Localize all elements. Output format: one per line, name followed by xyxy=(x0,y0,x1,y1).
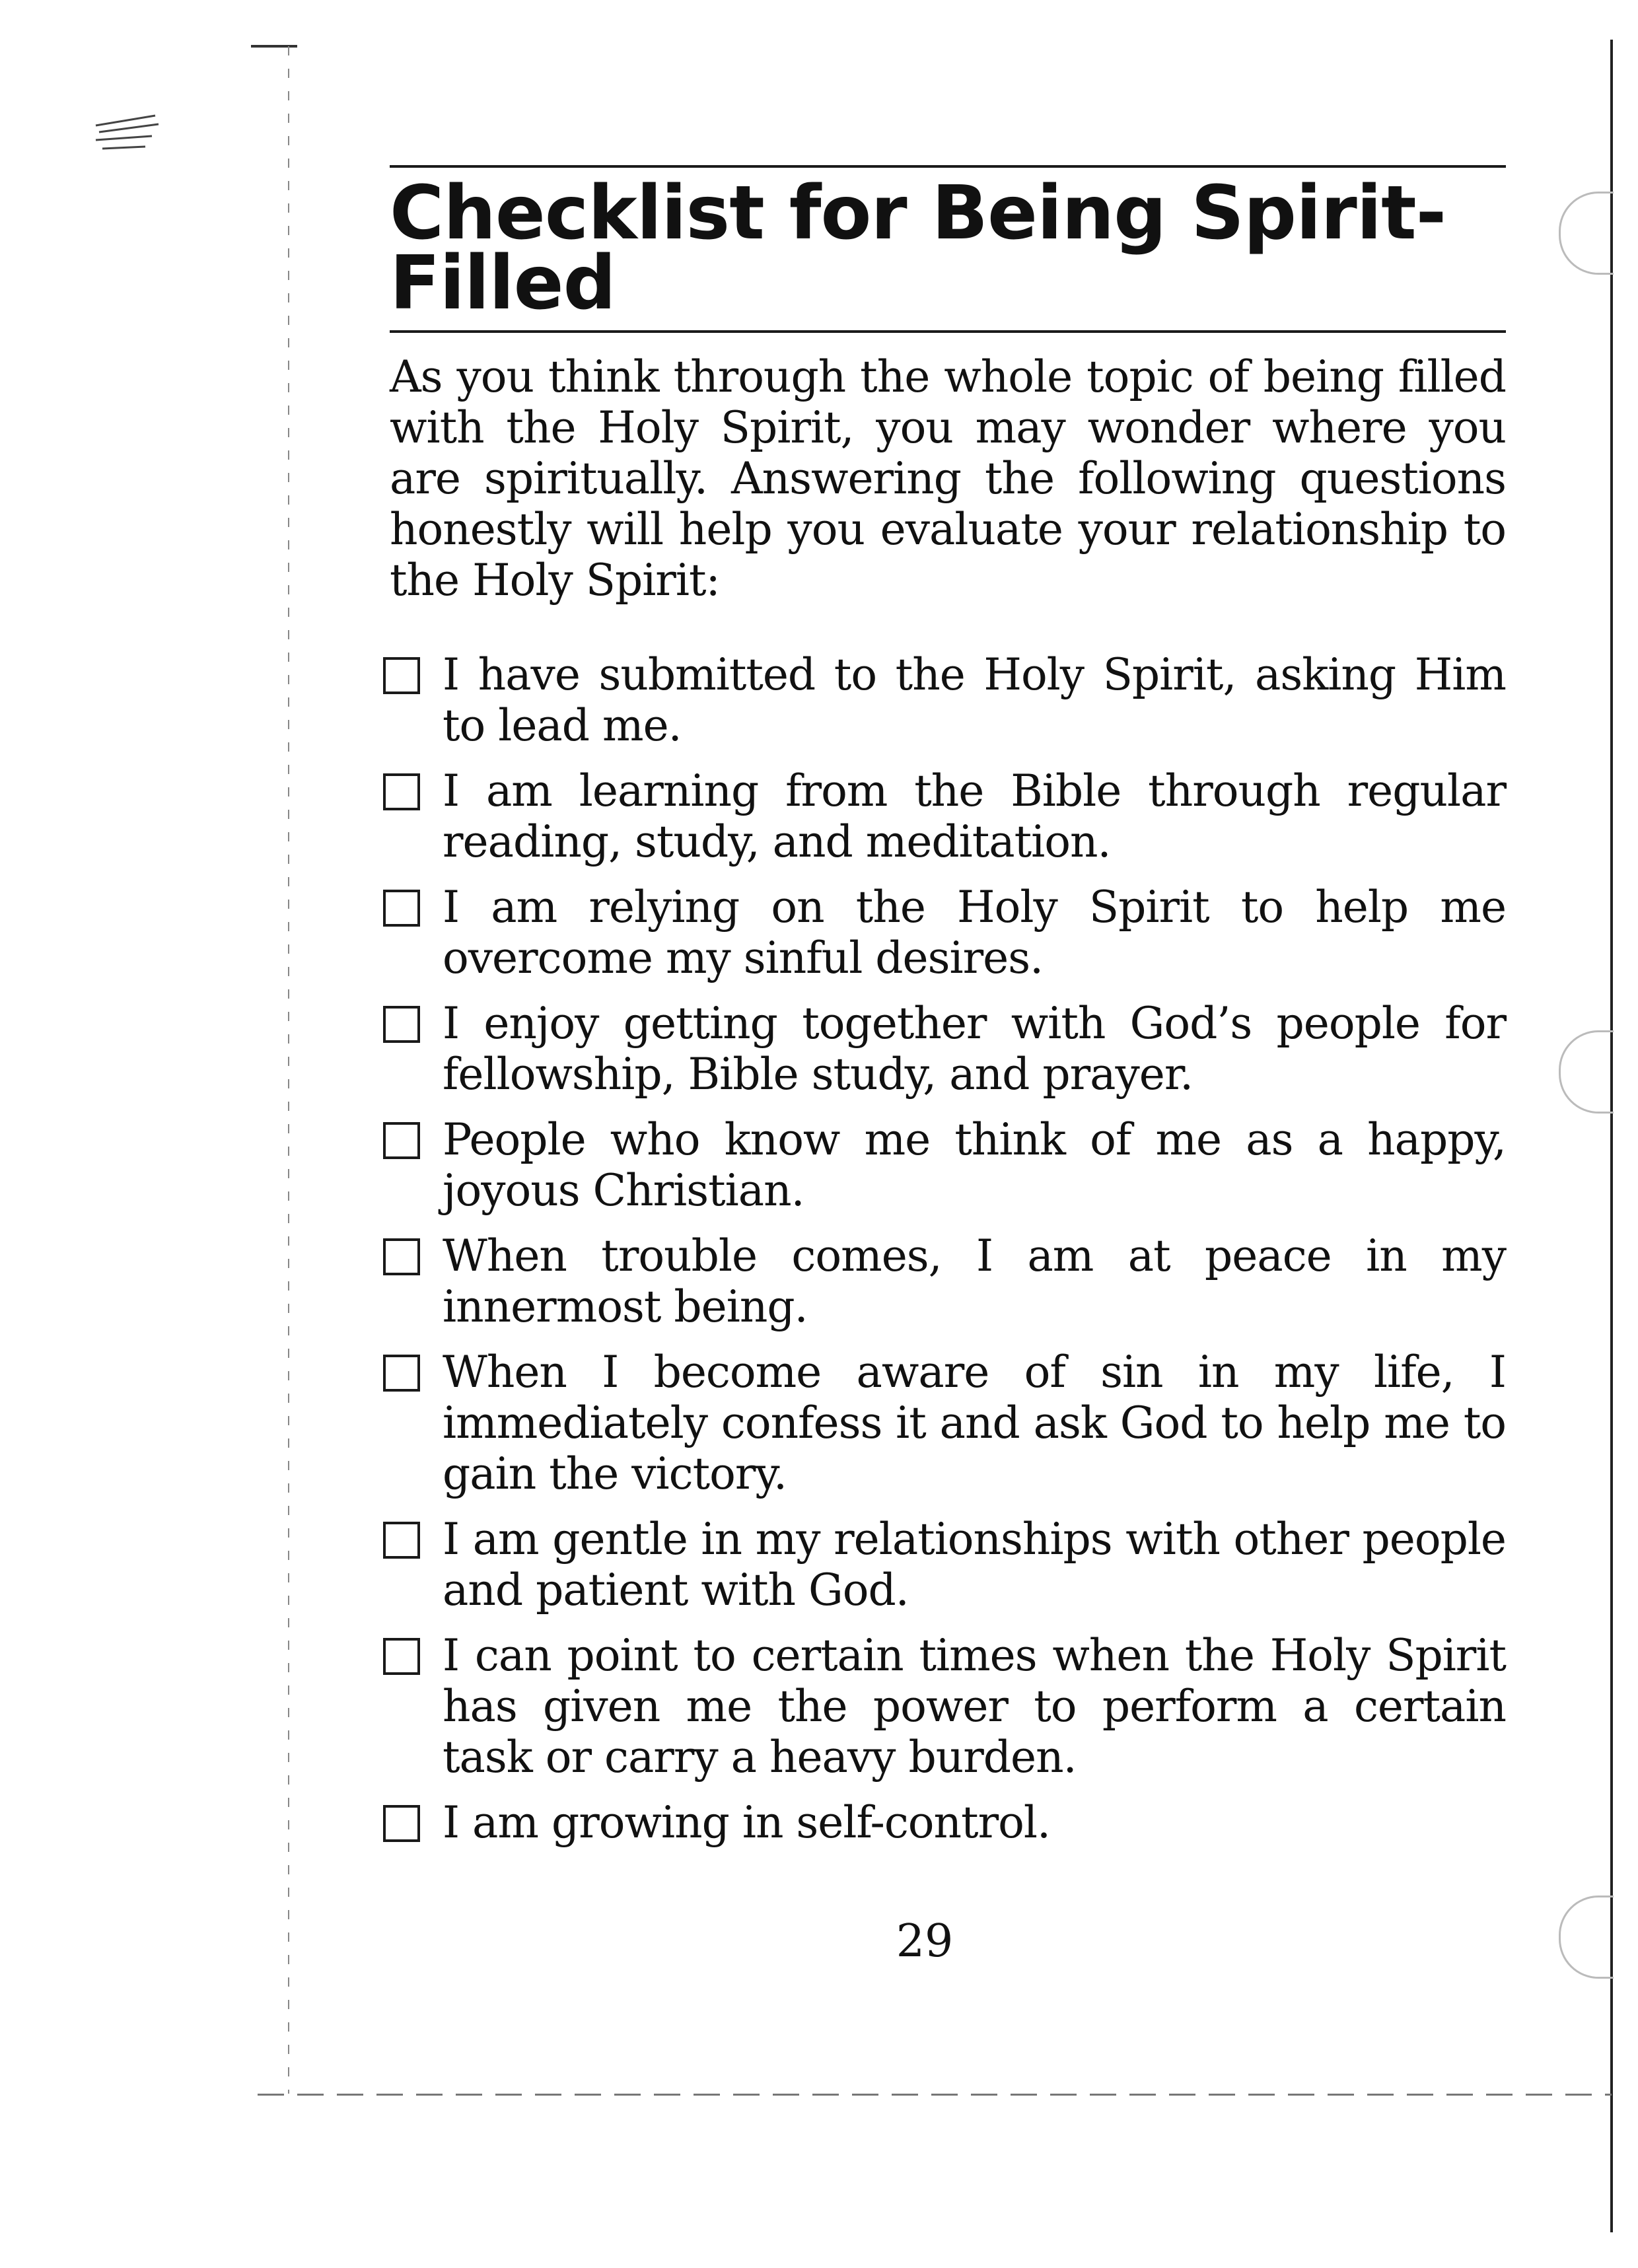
checklist-item-text: I am growing in self-control. xyxy=(443,1797,1050,1848)
scan-edge xyxy=(288,46,289,2094)
checkbox[interactable] xyxy=(383,890,420,927)
page-number: 29 xyxy=(896,1915,954,1967)
checklist-item xyxy=(390,1630,1506,1783)
checkbox[interactable] xyxy=(383,1238,420,1275)
checklist-item xyxy=(390,1114,1506,1216)
checkbox[interactable] xyxy=(383,1638,420,1675)
checklist-item xyxy=(390,882,1506,983)
scan-edge xyxy=(258,2094,1612,2096)
checkbox[interactable] xyxy=(383,1122,420,1159)
title-rule xyxy=(390,330,1506,333)
checkbox[interactable] xyxy=(383,1522,420,1559)
checkbox[interactable] xyxy=(383,1006,420,1043)
checklist-item xyxy=(390,998,1506,1100)
checkbox[interactable] xyxy=(383,773,420,810)
checklist-item-text: I am relying on the Holy Spirit to help me overcome my sinful desires. xyxy=(443,882,1506,983)
scribble-mark xyxy=(92,112,165,159)
checklist-item xyxy=(390,1797,1506,1848)
checklist-item-text: I can point to certain times when the Holy Spirit has given me the power to perform a certain task or carry a heavy burden. xyxy=(443,1630,1506,1783)
checklist-item xyxy=(390,649,1506,751)
checklist xyxy=(390,649,1506,1848)
checklist-item-text: When trouble comes, I am at peace in my innermost being. xyxy=(443,1230,1506,1332)
checklist-item-text: People who know me think of me as a happy, joyous Christian. xyxy=(443,1114,1506,1216)
checklist-item-text: When I become aware of sin in my life, I immediately confess it and ask God to help me to gain the victory. xyxy=(443,1347,1506,1499)
checklist-item-text: I am learning from the Bible through regular reading, study, and meditation. xyxy=(443,765,1506,867)
binder-hole xyxy=(1559,192,1614,275)
intro-paragraph: As you think through the whole topic of being filled with the Holy Spirit, you may wonder where you are spiritually. Answering the following questions honestly will help you evaluate your relationship to the Holy Spirit: xyxy=(390,351,1506,606)
checkbox[interactable] xyxy=(383,1805,420,1842)
checklist-item xyxy=(390,1514,1506,1615)
document-page xyxy=(390,165,1506,1862)
top-rule xyxy=(390,165,1506,168)
binder-hole xyxy=(1559,1030,1614,1114)
checklist-item xyxy=(390,1230,1506,1332)
checklist-item xyxy=(390,1347,1506,1499)
scan-edge xyxy=(251,45,297,48)
checklist-item-text: I have submitted to the Holy Spirit, asking Him to lead me. xyxy=(443,649,1506,751)
checklist-item-text: I enjoy getting together with God’s people for fellowship, Bible study, and prayer. xyxy=(443,998,1506,1100)
checklist-item xyxy=(390,765,1506,867)
checklist-item-text: I am gentle in my relationships with other people and patient with God. xyxy=(443,1514,1506,1615)
binder-hole xyxy=(1559,1896,1614,1979)
checkbox[interactable] xyxy=(383,657,420,694)
checkbox[interactable] xyxy=(383,1355,420,1392)
page-title: Checklist for Being Spirit-Filled xyxy=(390,170,1446,326)
